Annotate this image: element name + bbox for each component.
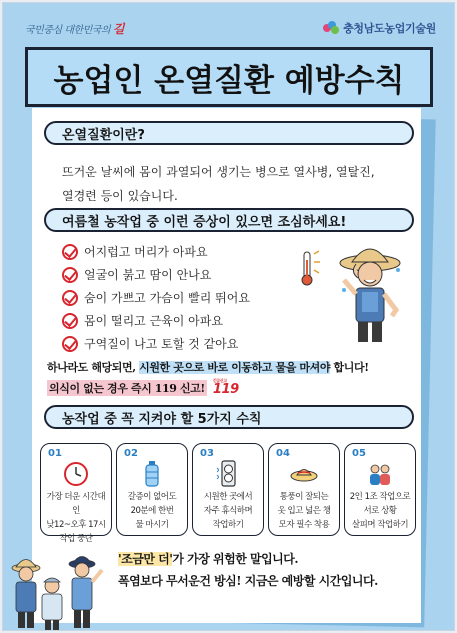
symptom-text: 몸이 떨리고 근육이 아파요 <box>84 314 223 328</box>
list-item <box>62 309 250 332</box>
checkmark-icon <box>62 336 78 352</box>
rule-text: 2인 1조 작업으로 서로 상황 살피며 작업하기 <box>349 492 411 530</box>
fan-icon <box>213 458 243 488</box>
rule-text: 시원한 곳에서 자주 휴식하며 작업하기 <box>203 492 253 530</box>
rule-text: 가장 더운 시간대인 낮12~오후 17시 작업 중단 <box>46 492 106 544</box>
symptom-text: 구역질이 나고 토할 것 같아요 <box>84 337 239 351</box>
org-logo-icon <box>323 21 339 35</box>
rule-card <box>344 443 416 536</box>
warning-highlight: 시원한 곳으로 바로 이동하고 물을 마셔야 <box>139 361 331 374</box>
badge-small-text: 긴급신고 <box>212 378 227 383</box>
rules-grid <box>40 443 416 544</box>
footer-line-2: 폭염보다 무서운건 방심! 지금은 예방할 시간입니다. <box>118 574 378 588</box>
rule-number: 03 <box>200 448 214 459</box>
emergency-text: 의식이 없는 경우 즉시 119 신고! <box>49 381 205 395</box>
list-item <box>62 240 250 263</box>
rules-heading-text: 농작업 중 꼭 지켜야 할 5가지 수칙 <box>62 411 262 427</box>
header-row <box>3 17 454 41</box>
definition-heading <box>44 121 414 145</box>
symptoms-heading <box>44 208 414 232</box>
badge-number: 119 <box>212 382 239 397</box>
slogan-text: 국민중심 대한민국의 <box>25 25 113 36</box>
definition-heading-text: 온열질환이란? <box>62 127 145 143</box>
rule-number: 05 <box>352 448 366 459</box>
title-banner <box>25 47 433 107</box>
rule-card <box>116 443 188 536</box>
rule-text: 통풍이 잘되는 옷 입고 넓은 챙 모자 필수 착용 <box>277 492 331 530</box>
rule-card <box>40 443 112 544</box>
sweating-farmer-illustration <box>300 230 410 345</box>
sun-hat-icon <box>289 458 319 488</box>
emergency-warning <box>47 379 239 396</box>
org-logo <box>323 20 436 36</box>
list-item <box>62 263 250 286</box>
checkmark-icon <box>62 267 78 283</box>
symptoms-heading-text: 여름철 농작업 중 이런 증상이 있으면 조심하세요! <box>62 214 347 230</box>
symptom-text: 어지럽고 머리가 아파요 <box>84 245 208 259</box>
symptom-text: 숨이 가쁘고 가슴이 빨리 뛰어요 <box>84 291 250 305</box>
action-warning <box>47 359 369 375</box>
rule-number: 04 <box>276 448 290 459</box>
two-people-icon <box>365 458 395 488</box>
emergency-119-badge <box>213 379 239 396</box>
list-item <box>62 332 250 355</box>
water-bottle-icon <box>137 458 167 488</box>
checkmark-icon <box>62 290 78 306</box>
checkmark-icon <box>62 244 78 260</box>
farm-workers-illustration <box>2 530 114 630</box>
rule-card <box>268 443 340 536</box>
footer-line-1 <box>118 550 298 567</box>
warning-text-c: 합니다! <box>330 361 369 374</box>
rule-number: 02 <box>124 448 138 459</box>
rule-card <box>192 443 264 536</box>
rule-number: 01 <box>48 448 62 459</box>
symptom-list <box>62 240 250 355</box>
org-name: 충청남도농업기술원 <box>343 22 436 35</box>
clock-icon <box>61 458 91 488</box>
definition-line-2: 열경련 등이 있습니다. <box>62 189 178 203</box>
government-slogan <box>25 20 124 37</box>
footer-line-1-text: 가 가장 위험한 말입니다. <box>172 552 299 566</box>
checkmark-icon <box>62 313 78 329</box>
definition-line-1: 뜨거운 날씨에 몸이 과열되어 생기는 병으로 열사병, 열탈진, <box>62 165 375 179</box>
definition-paragraph <box>62 160 402 208</box>
footer-highlight: '조금만 더' <box>118 552 173 566</box>
rules-heading <box>44 405 414 429</box>
slogan-accent: 길 <box>112 22 124 36</box>
page-title: 농업인 온열질환 예방수칙 <box>53 62 405 99</box>
warning-text-a: 하나라도 해당되면, <box>47 361 140 374</box>
rule-text: 갈증이 없어도 20분에 한번 물 마시기 <box>127 492 177 530</box>
symptom-text: 얼굴이 붉고 땀이 안나요 <box>84 268 212 282</box>
list-item <box>62 286 250 309</box>
